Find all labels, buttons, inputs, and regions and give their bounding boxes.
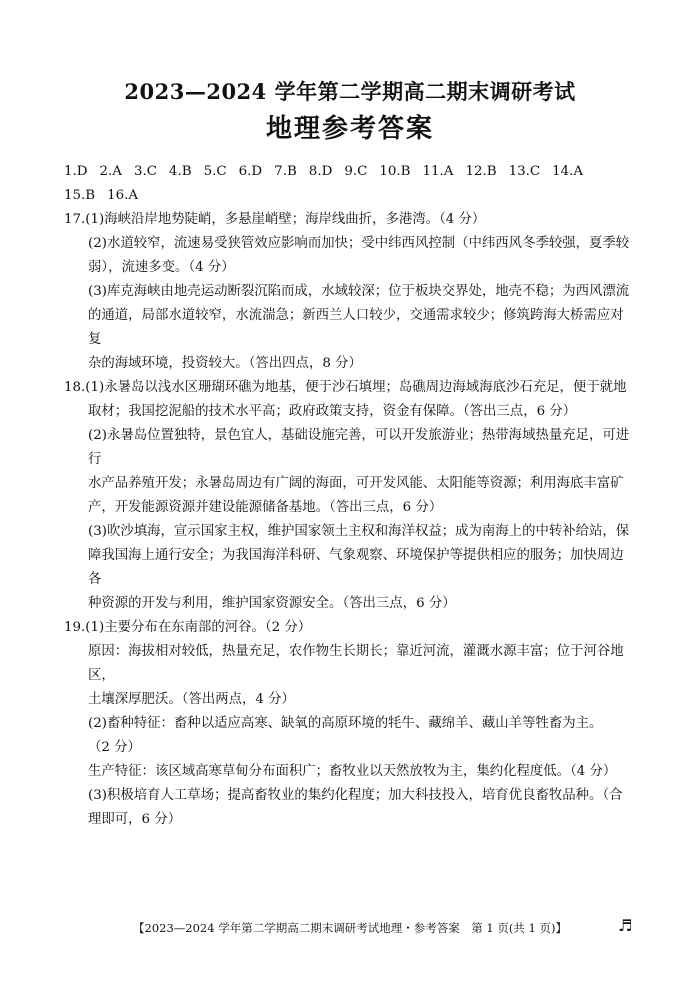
q19-part1-reason-line2: 土壤深厚肥沃。（答出两点，4 分） <box>88 692 295 707</box>
mc-answer: 9.C <box>344 164 368 179</box>
q17-part1: 17.(1)海峡沿岸地势陡峭，多悬崖峭壁；海岸线曲折，多港湾。（4 分） <box>64 212 486 227</box>
q18-part3-line1: (3)吹沙填海，宣示国家主权，维护国家领土主权和海洋权益；成为南海上的中转补给站，保 <box>88 524 630 539</box>
mc-answer: 5.C <box>203 164 227 179</box>
q17-part3-line3: 杂的海域环境，投资较大。（答出四点，8 分） <box>88 356 362 371</box>
answer-body <box>64 160 636 832</box>
mc-answer: 2.A <box>99 164 122 179</box>
mc-answer: 12.B <box>465 164 497 179</box>
q17-part2-line1: (2)水道较窄，流速易受狭管效应影响而加快；受中纬西风控制（中纬西风冬季较强，夏季较 <box>88 236 630 251</box>
q19-part2-line3: 生产特征：该区域高寒草甸分布面积广；畜牧业以天然放牧为主，集约化程度低。（4 分） <box>88 764 617 779</box>
q18-part3-line2: 障我国海上通行安全；为我国海洋科研、气象观察、环境保护等提供相应的服务；加快周边各 <box>88 548 624 587</box>
q18-part1-line2: 取材；我国挖泥船的技术水平高；政府政策支持，资金有保障。（答出三点，6 分） <box>88 404 577 419</box>
mc-answer: 8.D <box>308 164 333 179</box>
q17-part3-line1: (3)库克海峡由地壳运动断裂沉陷而成，水域较深；位于板块交界处，地壳不稳；为西风漂流 <box>88 284 630 299</box>
mc-answer: 6.D <box>238 164 263 179</box>
mc-answer: 1.D <box>64 164 88 179</box>
exam-title: 2023—2024 学年第二学期高二期末调研考试 <box>124 79 576 104</box>
mc-answer: 10.B <box>379 164 411 179</box>
q18-part3-line3: 种资源的开发与利用，维护国家资源安全。（答出三点，6 分） <box>88 596 456 611</box>
q18-part2-line1: (2)永暑岛位置独特，景色宜人，基础设施完善，可以开发旅游业；热带海域热量充足，可进行 <box>88 428 630 467</box>
q19-part1-reason-line1: 原因：海拔相对较低，热量充足，农作物生长期长；靠近河流，灌溉水源丰富；位于河谷地区， <box>88 644 624 683</box>
q18-part2-line2: 水产品养殖开发；永暑岛周边有广阔的海面，可开发风能、太阳能等资源；利用海底丰富矿 <box>88 476 624 491</box>
q19-part3-line2: 理即可，6 分） <box>88 812 182 827</box>
q19-part3-line1: (3)积极培育人工草场；提高畜牧业的集约化程度；加大科技投入，培育优良畜牧品种。（合 <box>88 788 623 803</box>
mc-answer: 3.C <box>133 164 157 179</box>
mc-answer: 7.B <box>274 164 297 179</box>
mc-answer: 4.B <box>169 164 192 179</box>
music-note-icon: ♬ <box>618 916 633 935</box>
q19-part2-line1: (2)畜种特征：畜种以适应高寒、缺氧的高原环境的牦牛、藏绵羊、藏山羊等牲畜为主。 <box>88 716 603 731</box>
mc-answer: 14.A <box>552 164 584 179</box>
mc-answer: 15.B <box>64 188 96 203</box>
q18-part2-line3: 产，开发能源资源并建设能源储备基地。（答出三点，6 分） <box>88 500 443 515</box>
multiple-choice-answers <box>64 160 636 208</box>
page-footer: 【2023—2024 学年第二学期高二期末调研考试地理・参考答案 第 1 页(共 1 页)】 <box>133 921 567 935</box>
q18-part1-line1: 18.(1)永暑岛以浅水区珊瑚环礁为地基，便于沙石填埋；岛礁周边海域海底沙石充足，便于就地 <box>64 380 627 395</box>
mc-answer: 16.A <box>107 188 139 203</box>
answer-key-title: 地理参考答案 <box>265 114 434 144</box>
q19-part1: 19.(1)主要分布在东南部的河谷。（2 分） <box>64 620 312 635</box>
q19-part2-line2: （2 分） <box>88 740 141 755</box>
q17-part2-line2: 弱），流速多变。（4 分） <box>88 260 235 275</box>
mc-answer: 13.C <box>508 164 541 179</box>
q17-part3-line2: 的通道，局部水道较窄，水流湍急；新西兰人口较少，交通需求较少；修筑跨海大桥需应对复 <box>88 308 624 347</box>
mc-answer: 11.A <box>422 164 454 179</box>
